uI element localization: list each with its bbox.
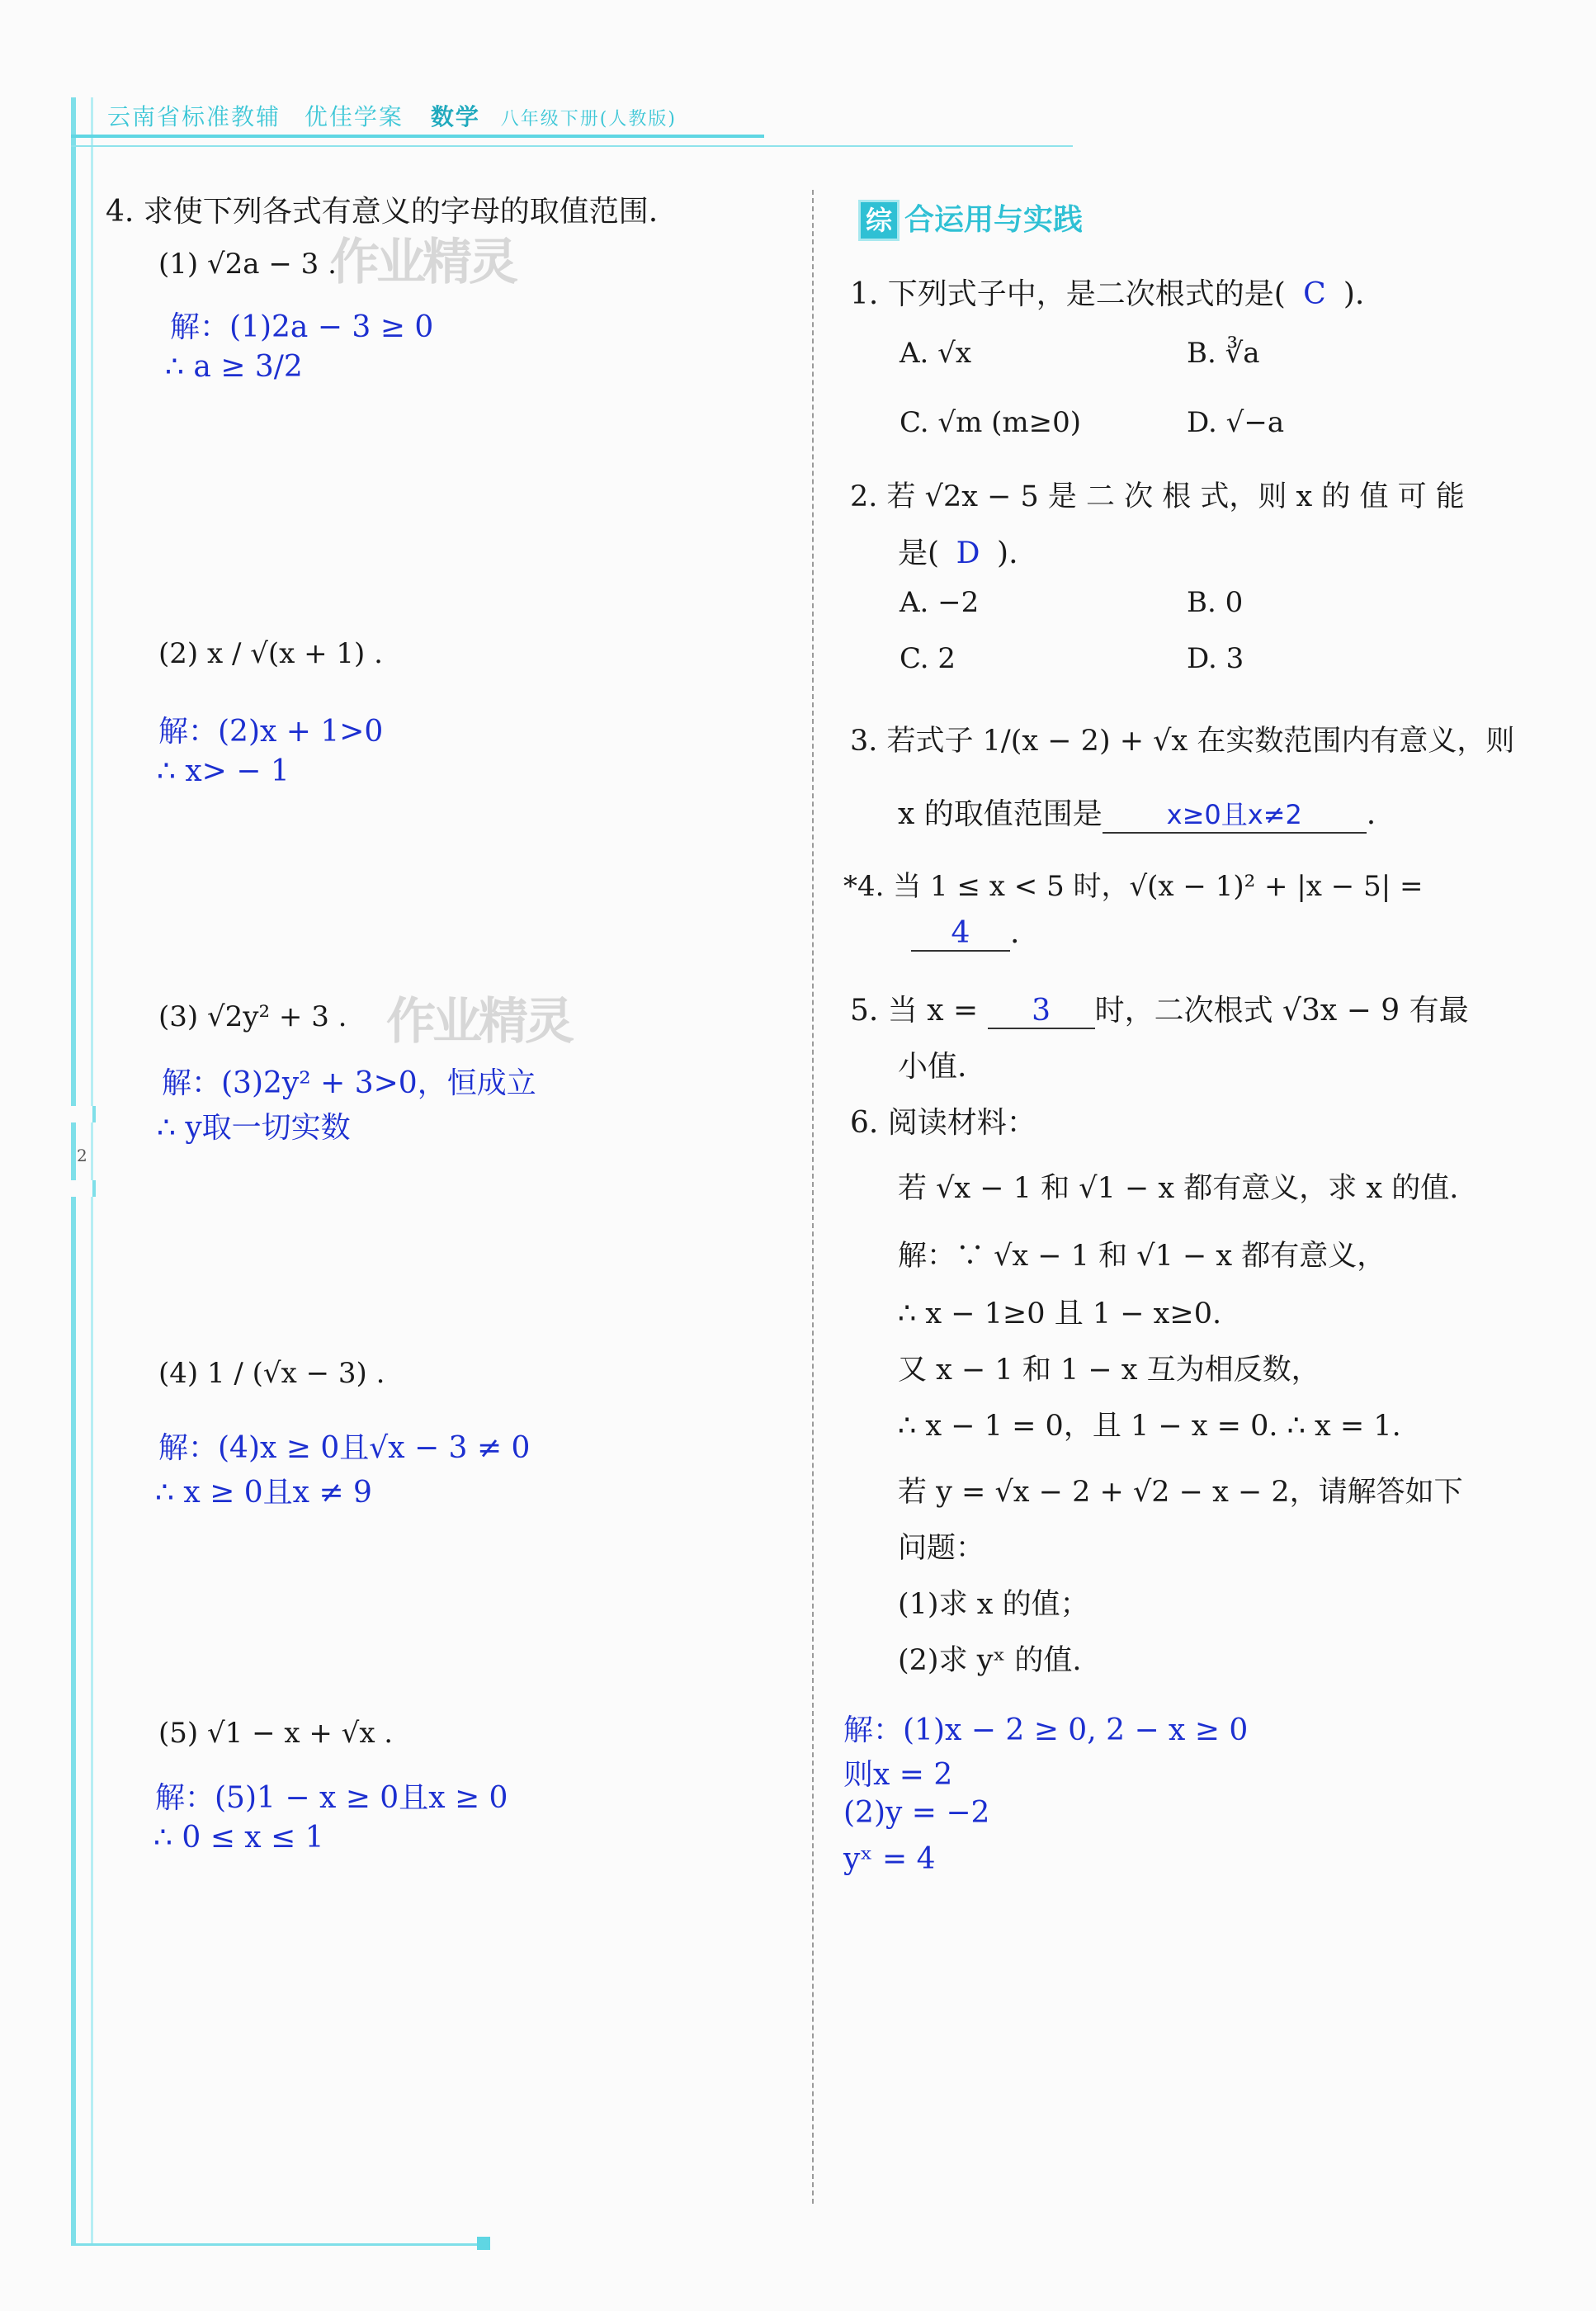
part-5-answer-line2: ∴ 0 ≤ x ≤ 1 [153, 1821, 324, 1855]
q6-answer-line3: (2)y = −2 [843, 1796, 990, 1830]
page-header [107, 99, 677, 132]
q6-answer-line2: 则x = 2 [843, 1758, 953, 1792]
q4-answer-blank: 4 [911, 916, 1010, 952]
watermark: 作业精灵 [386, 993, 571, 1051]
grade-name: 八年级下册(人教版) [500, 109, 677, 130]
q5-stem-line2: 小值. [898, 1050, 967, 1084]
q4-stem-line2 [911, 916, 1019, 952]
part-1-expression: (1) √2a − 3 . [158, 248, 337, 281]
part-3-expression: (3) √2y² + 3 . [158, 1000, 347, 1033]
part-2-expression: (2) x / √(x + 1) . [158, 637, 383, 670]
part-3-answer-line1: 解：(3)2y² + 3>0，恒成立 [162, 1066, 536, 1100]
q1-option-a: A. √x [900, 337, 972, 370]
part-5-answer-line1: 解：(5)1 − x ≥ 0且x ≥ 0 [155, 1781, 508, 1815]
q5-answer-blank: 3 [988, 994, 1095, 1029]
part-1-answer-line2: ∴ a ≥ 3/2 [165, 350, 303, 384]
q3-answer-blank: x≥0且x≠2 [1103, 794, 1367, 834]
q3-stem-line1: 3. 若式子 1/(x − 2) + √x 在实数范围内有意义，则 [850, 725, 1515, 758]
footer-square [477, 2237, 490, 2250]
section-title-text: 合运用与实践 [904, 203, 1084, 237]
part-4-expression: (4) 1 / (√x − 3) . [158, 1357, 385, 1390]
book-name: 优佳学案 [304, 103, 404, 130]
header-rule-thin [71, 145, 1073, 147]
part-1-answer-line1: 解：(1)2a − 3 ≥ 0 [170, 310, 434, 344]
header-rule [71, 135, 764, 138]
q6-question-line1: 若 y = √x − 2 + √2 − x − 2，请解答如下 [898, 1476, 1463, 1509]
q4-end: . [1010, 916, 1020, 950]
part-4-answer-line2: ∴ x ≥ 0且x ≠ 9 [155, 1476, 372, 1510]
q3-stem-line2 [898, 791, 1376, 834]
q2-option-b: B. 0 [1187, 586, 1244, 619]
q5-text-a: 5. 当 x = [850, 994, 979, 1028]
section-icon: 综 [858, 200, 900, 241]
part-5-expression: (5) √1 − x + √x . [158, 1717, 394, 1750]
series-name: 云南省标准教辅 [107, 103, 281, 130]
q6-subquestion-2: (2)求 yˣ 的值. [898, 1644, 1082, 1677]
q2-option-c: C. 2 [900, 642, 956, 675]
q6-answer-line4: yˣ = 4 [843, 1842, 936, 1876]
part-4-answer-line1: 解：(4)x ≥ 0且√x − 3 ≠ 0 [158, 1431, 531, 1465]
left-border-bar [71, 97, 76, 2243]
part-2-answer-line1: 解：(2)x + 1>0 [158, 715, 384, 749]
left-border-thin [91, 97, 93, 2243]
q2-stem-line1: 2. 若 √2x − 5 是 二 次 根 式，则 x 的 值 可 能 [850, 480, 1465, 513]
watermark: 作业精灵 [330, 234, 515, 291]
q6-material-line3: ∴ x − 1≥0 且 1 − x≥0. [898, 1297, 1222, 1330]
q1-text: 1. 下列式子中，是二次根式的是( [850, 277, 1286, 311]
subject-name: 数学 [430, 103, 480, 130]
q2-option-d: D. 3 [1187, 642, 1244, 675]
part-3-answer-line2: ∴ y取一切实数 [157, 1111, 351, 1145]
q2-end: ). [997, 536, 1018, 570]
q5-stem-line1 [850, 987, 1469, 1029]
q1-answer: C [1303, 277, 1326, 311]
q6-material-line2: 解：∵ √x − 1 和 √1 − x 都有意义， [898, 1240, 1386, 1273]
q6-title: 6. 阅读材料： [850, 1106, 1036, 1140]
section-title [858, 196, 1083, 241]
q6-material-line5: ∴ x − 1 = 0，且 1 − x = 0. ∴ x = 1. [898, 1410, 1401, 1443]
q3-text: x 的取值范围是 [898, 797, 1103, 831]
page-number: 2 [77, 1146, 87, 1165]
q4-stem-line1: *4. 当 1 ≤ x < 5 时，√(x − 1)² + |x − 5| = [843, 870, 1424, 903]
q6-question-line2: 问题： [898, 1532, 985, 1565]
column-divider [812, 190, 814, 2204]
footer-rule [71, 2243, 484, 2246]
side-notch-bottom [66, 1180, 96, 1197]
q3-end: . [1366, 797, 1376, 831]
q1-option-b: B. ∛a [1187, 337, 1260, 370]
part-2-answer-line2: ∴ x> − 1 [157, 754, 290, 788]
q6-material-line4: 又 x − 1 和 1 − x 互为相反数， [898, 1354, 1320, 1387]
question-4-title: 4. 求使下列各式有意义的字母的取值范围. [106, 195, 659, 229]
side-notch-top [66, 1106, 96, 1122]
q1-stem [850, 271, 1364, 313]
q6-answer-line1: 解：(1)x − 2 ≥ 0, 2 − x ≥ 0 [843, 1713, 1249, 1747]
q1-option-d: D. √−a [1187, 406, 1285, 439]
q6-material-line1: 若 √x − 1 和 √1 − x 都有意义，求 x 的值. [898, 1172, 1459, 1205]
q6-subquestion-1: (1)求 x 的值； [898, 1588, 1089, 1621]
q5-text-b: 时，二次根式 √3x − 9 有最 [1094, 994, 1469, 1028]
q1-option-c: C. √m (m≥0) [900, 406, 1082, 439]
q1-end: ). [1343, 277, 1365, 311]
q2-text: 是( [898, 536, 940, 570]
q2-answer: D [956, 536, 980, 570]
q2-stem-line2 [898, 530, 1018, 572]
q2-option-a: A. −2 [900, 586, 980, 619]
